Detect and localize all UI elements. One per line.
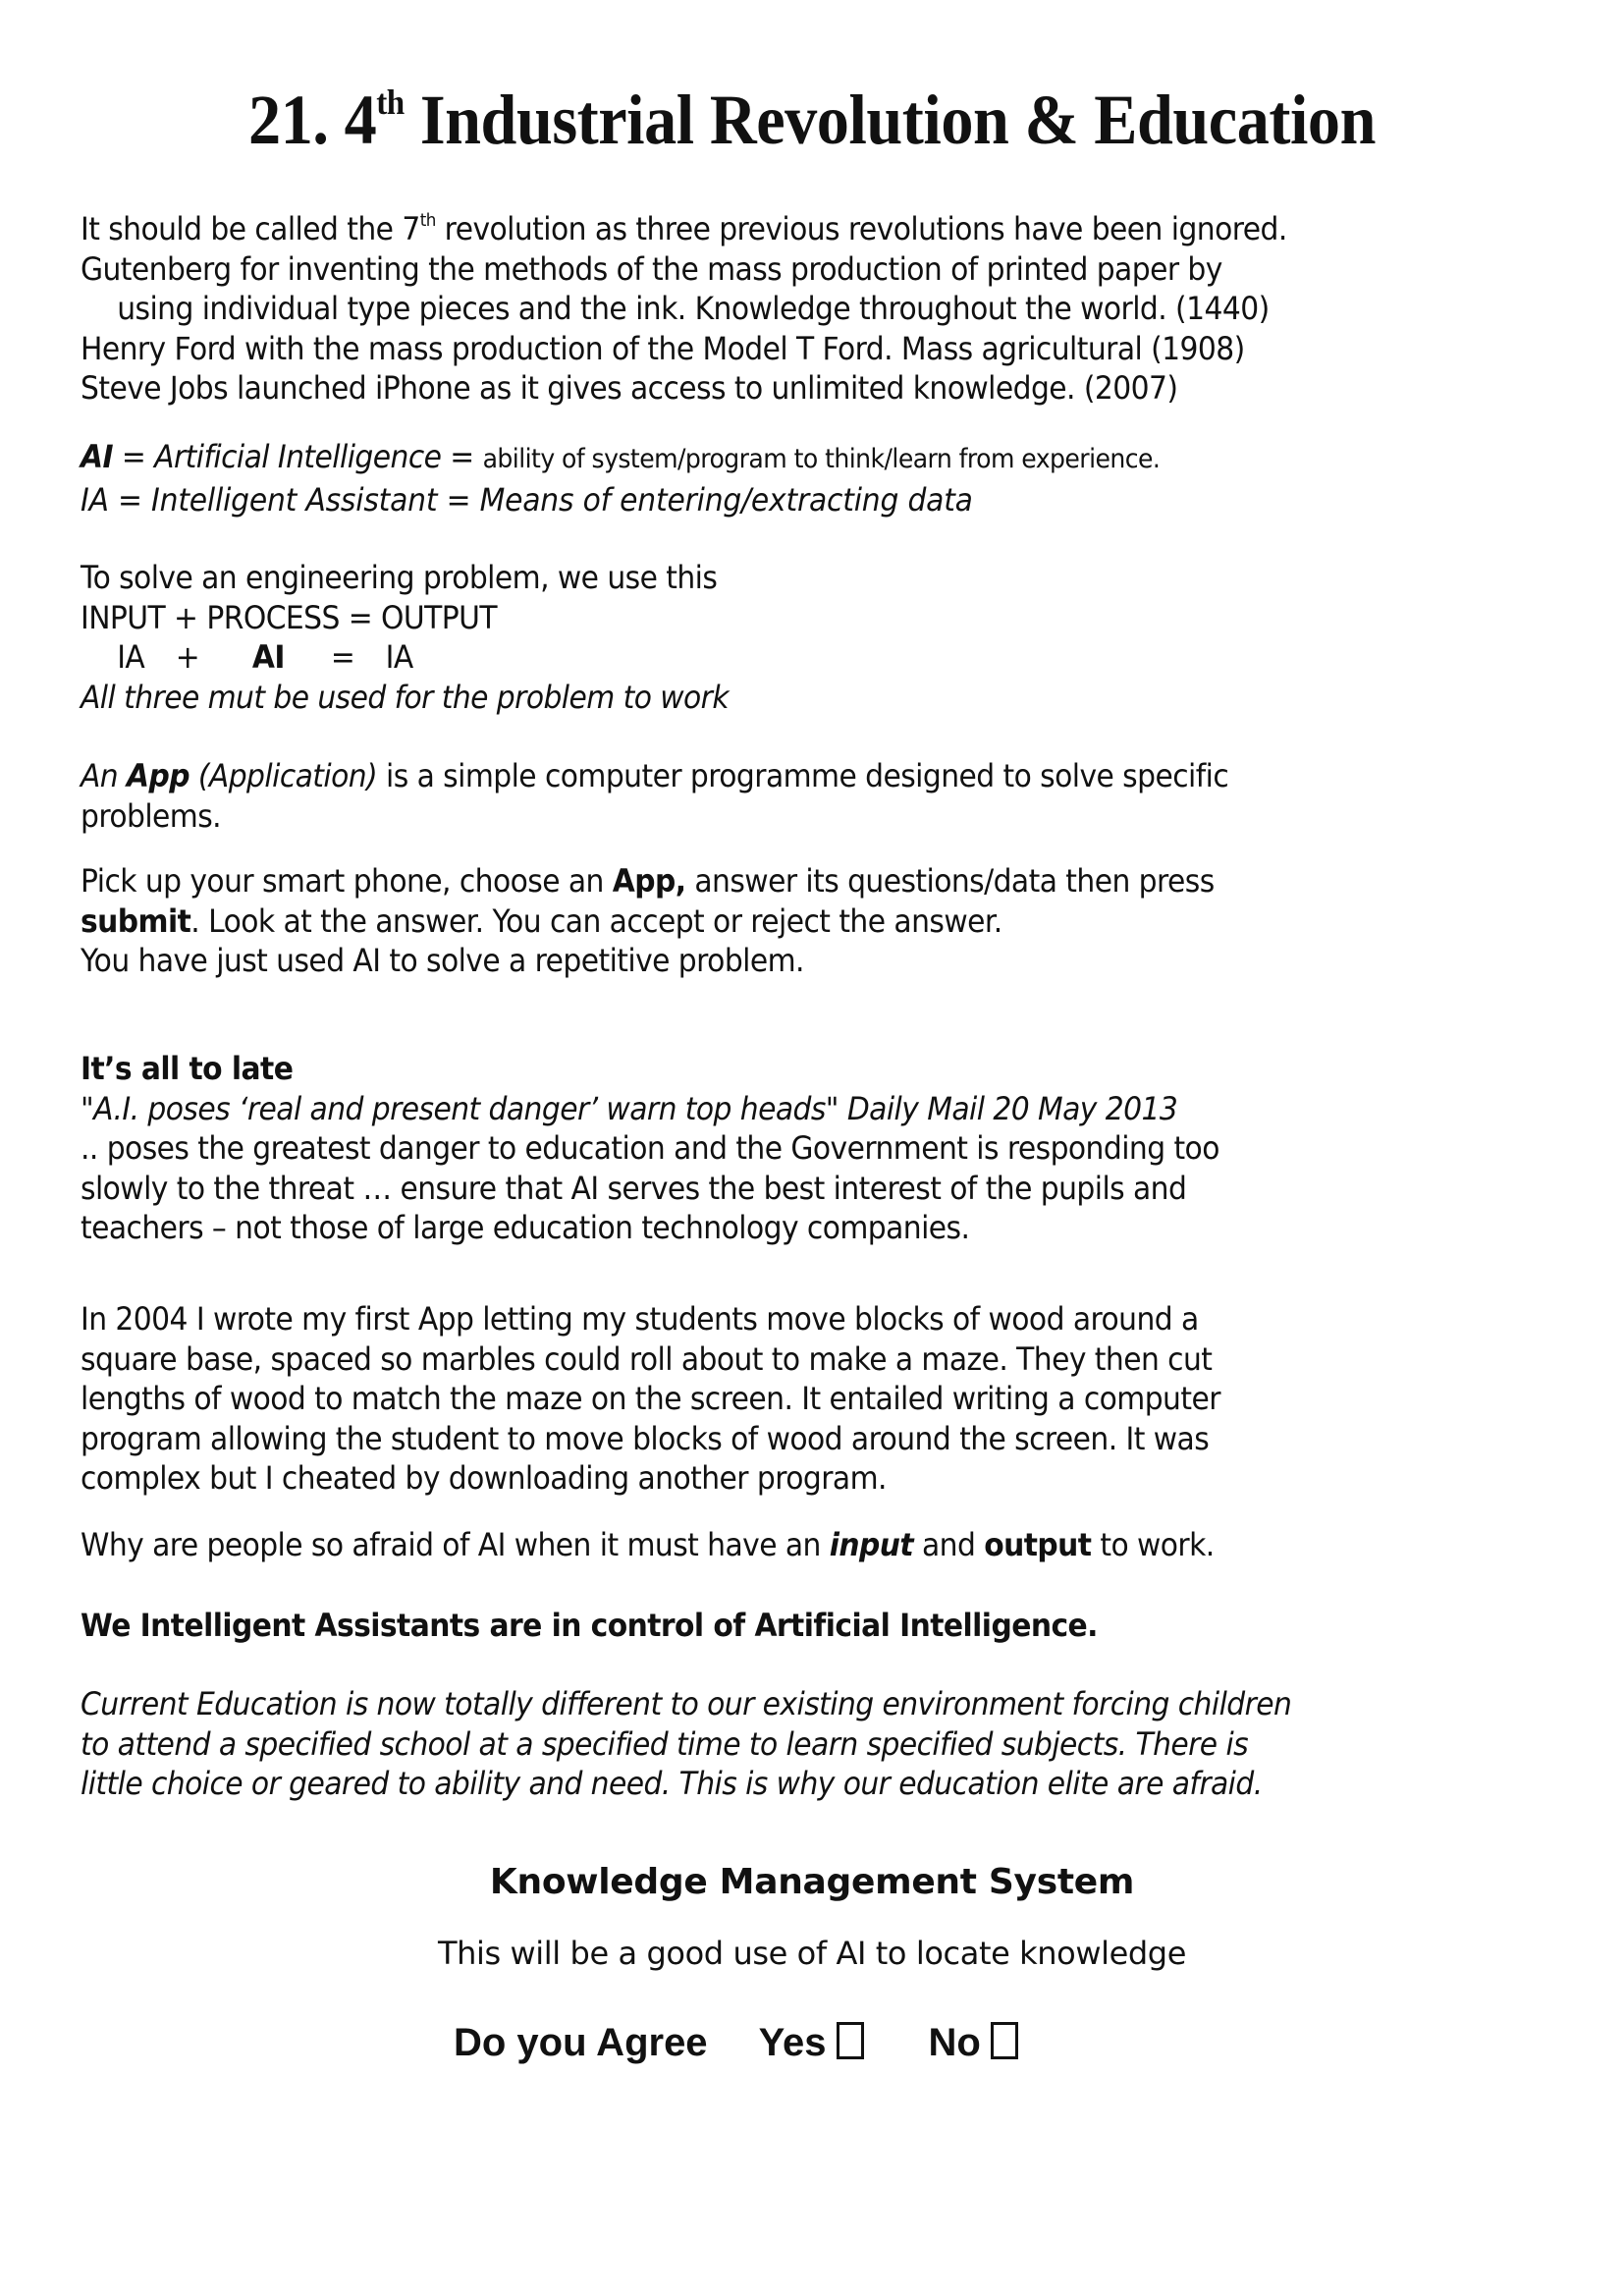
app-text: . Look at the answer. You can accept or reject the answer. bbox=[190, 902, 1002, 940]
why-paragraph bbox=[81, 1525, 1450, 1565]
no-checkbox[interactable] bbox=[991, 2022, 1018, 2059]
late-text: slowly to the threat … ensure that AI serves the best interest of the pupils and bbox=[81, 1169, 1187, 1207]
ai-definition bbox=[81, 437, 1450, 480]
section-heading: It’s all to late bbox=[81, 1050, 294, 1087]
current-line: Current Education is now totally different to our existing environment forcing children bbox=[81, 1685, 1292, 1722]
app-text: An bbox=[81, 757, 128, 794]
app-text: problems. bbox=[81, 796, 222, 835]
intro-line: Gutenberg for inventing the methods of the mass production of printed paper by bbox=[81, 249, 1222, 288]
why-line bbox=[81, 1525, 1450, 1565]
eq-ai: AI bbox=[251, 638, 285, 676]
eq-ia-input: IA bbox=[117, 638, 145, 676]
app-text: Pick up your smart phone, choose an bbox=[81, 862, 613, 900]
story-paragraph bbox=[81, 1299, 1450, 1499]
story-line: lengths of wood to match the maze on the screen. It entailed writing a computer bbox=[81, 1380, 1220, 1417]
story-line: square base, spaced so marbles could roll about to make a maze. They then cut bbox=[81, 1339, 1213, 1378]
ai-description: ability of system/program to think/learn from experience. bbox=[482, 444, 1161, 474]
why-text: Why are people so afraid of AI when it must have an bbox=[81, 1526, 830, 1563]
intro-paragraph bbox=[81, 209, 1450, 409]
newspaper-quote: "A.I. poses ‘real and present danger’ warn top heads" Daily Mail 20 May 2013 bbox=[81, 1089, 1178, 1127]
engineering-section bbox=[81, 558, 1450, 717]
current-education-paragraph bbox=[81, 1684, 1450, 1804]
page-title bbox=[65, 81, 1559, 159]
eq-ia-output: IA bbox=[385, 638, 413, 676]
late-text: teachers – not those of large education technology companies. bbox=[81, 1209, 970, 1246]
current-line: to attend a specified school at a specified time to learn specified subjects. There is bbox=[81, 1724, 1249, 1763]
why-text: to work. bbox=[1091, 1526, 1215, 1563]
app-text: is a simple computer programme designed to solve specific bbox=[377, 757, 1229, 794]
control-text: We Intelligent Assistants are in control of Artificial Intelligence. bbox=[81, 1607, 1098, 1644]
ai-expansion: = Artificial Intelligence = bbox=[113, 438, 483, 475]
definitions bbox=[81, 437, 1450, 519]
current-line: little choice or geared to ability and need. This is why our education elite are afraid. bbox=[81, 1765, 1263, 1802]
app-definition bbox=[81, 756, 1450, 796]
control-statement bbox=[81, 1606, 1450, 1646]
intro-line: Steve Jobs launched iPhone as it gives access to unlimited knowledge. (2007) bbox=[81, 369, 1178, 407]
input-term: input bbox=[829, 1526, 914, 1563]
intro-line bbox=[81, 209, 1450, 249]
story-line: complex but I cheated by downloading another program. bbox=[81, 1459, 887, 1497]
title-text: Industrial Revolution & Education bbox=[404, 81, 1376, 159]
input-process-output: INPUT + PROCESS = OUTPUT bbox=[81, 598, 497, 636]
intro-line: Henry Ford with the mass production of the Model T Ford. Mass agricultural (1908) bbox=[81, 329, 1245, 367]
yes-checkbox[interactable] bbox=[837, 2022, 864, 2059]
eq-plus: + bbox=[175, 638, 200, 676]
story-line: program allowing the student to move blocks of wood around the screen. It was bbox=[81, 1419, 1210, 1457]
intro-superscript: th bbox=[419, 210, 436, 231]
app-instruction bbox=[81, 902, 1450, 942]
agree-question-row bbox=[454, 2021, 1018, 2065]
app-text: answer its questions/data then press bbox=[685, 862, 1215, 900]
submit-term: submit bbox=[81, 902, 191, 940]
story-line: In 2004 I wrote my first App letting my students move blocks of wood around a bbox=[81, 1300, 1199, 1338]
kms-subtitle: This will be a good use of AI to locate knowledge bbox=[437, 1935, 1187, 1972]
why-text: and bbox=[913, 1526, 985, 1563]
engineering-intro: To solve an engineering problem, we use this bbox=[81, 559, 718, 596]
app-term: App, bbox=[612, 862, 686, 900]
spacer bbox=[81, 836, 1450, 861]
app-section bbox=[81, 756, 1450, 981]
intro-text: It should be called the 7 bbox=[81, 210, 420, 247]
app-instruction bbox=[81, 861, 1450, 902]
ai-term: AI bbox=[81, 438, 114, 475]
engineering-note: All three mut be used for the problem to work bbox=[81, 678, 730, 716]
app-term: App bbox=[127, 757, 189, 794]
late-section bbox=[81, 1049, 1450, 1248]
app-text: You have just used AI to solve a repetitive problem. bbox=[81, 942, 804, 979]
app-expansion: (Application) bbox=[189, 757, 378, 794]
yes-label: Yes bbox=[758, 2021, 827, 2064]
no-label: No bbox=[928, 2021, 981, 2064]
intro-line: using individual type pieces and the ink. Knowledge throughout the world. (1440) bbox=[117, 290, 1270, 327]
output-term: output bbox=[984, 1526, 1092, 1563]
title-superscript: th bbox=[376, 82, 405, 122]
late-text: .. poses the greatest danger to education and the Government is responding too bbox=[81, 1129, 1219, 1167]
eq-equals: = bbox=[330, 638, 355, 676]
agree-question: Do you Agree bbox=[454, 2021, 708, 2064]
intro-text: revolution as three previous revolutions have been ignored. bbox=[435, 210, 1287, 247]
ia-definition: IA = Intelligent Assistant = Means of entering/extracting data bbox=[81, 480, 973, 519]
equation-row bbox=[81, 637, 1450, 678]
title-number: 21. 4 bbox=[248, 81, 377, 159]
kms-heading: Knowledge Management System bbox=[489, 1862, 1135, 1902]
